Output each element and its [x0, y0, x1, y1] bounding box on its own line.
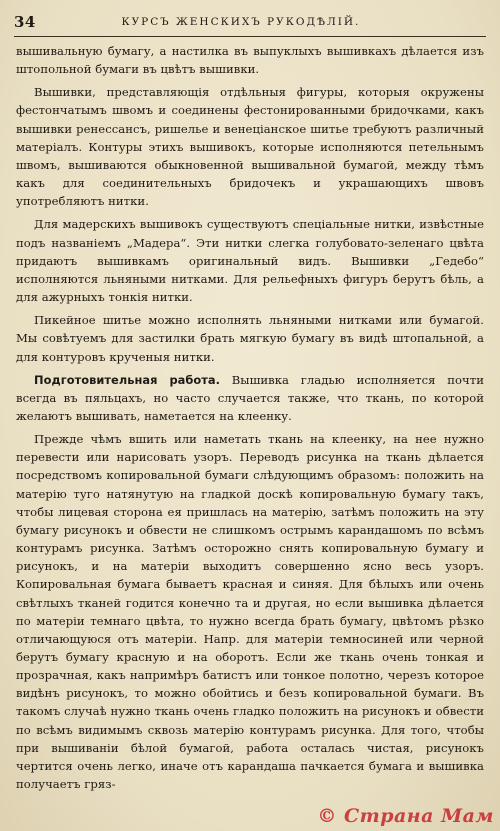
paragraph: Вышивки, представляющія отдѣльныя фигуры, которыя окружены фестончатымъ швомъ и соединены фестонированными бридочками, какъ вышивки ренессансъ, ришелье и венеціанское шитье требуютъ различный матеріалъ. Контуры этихъ вышивокъ, которые исполняются петельнымъ швомъ, вышиваются обыкновенной вышивальной бумагой, между тѣмъ какъ для соединительныхъ бридочекъ и украшающихъ швовъ употребляютъ нитки.	[16, 85, 484, 209]
paragraph: вышивальную бумагу, а настилка въ выпуклыхъ вышивкахъ дѣлается изъ штопольной бумаги въ цвѣтъ вышивки.	[16, 44, 484, 77]
paragraph: Прежде чѣмъ вшить или наметать ткань на клеенку, на нее нужно перевести или нарисовать узоръ. Переводъ рисунка на ткань дѣлается посредствомъ копировальной бумаги слѣдующимъ образомъ: положить на матерію туго натянутую на гладкой доскѣ копировальную бумагу такъ, чтобы лицевая сторона ея пришлась на матерію, затѣмъ положить на эту бумагу рисунокъ и обвести не слишкомъ острымъ карандашомъ по всѣмъ контурамъ рисунка. Затѣмъ осторожно снять копировальную бумагу и рисунокъ, и на матеріи выходитъ совершенно ясно весь узоръ. Копировальная бумага бываетъ красная и синяя. Для бѣлыхъ или очень свѣтлыхъ тканей годится конечно та и другая, но если вышивка дѣлается по матеріи темнаго цвѣта, то нужно всегда брать бумагу, цвѣтомъ рѣзко отличающуюся отъ матеріи. Напр. для матеріи темносиней или черной берутъ бумагу красную и на оборотъ. Если же ткань очень тонкая и прозрачная, какъ напримѣръ батистъ или тонкое полотно, черезъ которое видѣнъ рисунокъ, то можно обойтись и безъ копировальной бумаги. Въ такомъ случаѣ нужно ткань очень гладко положить на рисунокъ и обвести по всѣмъ видимымъ сквозь матерію контурамъ рисунка. Для того, чтобы при вышиваніи бѣлой бумагой, работа осталась чистая, рисунокъ чертится очень легко, иначе отъ карандаша пачкается бумага и вышивка получаетъ гряз-	[16, 432, 484, 792]
page-number: 34	[14, 13, 36, 31]
running-head: КУРСЪ ЖЕНСКИХЪ РУКОДѢЛІЙ.	[121, 16, 361, 28]
header-rule	[14, 36, 486, 37]
paragraph: Пикейное шитье можно исполнять льняными нитками или бумагой. Мы совѣтуемъ для застилки брать мягкую бумагу въ видѣ штопальной, а для контуровъ крученыя нитки.	[16, 313, 484, 364]
section-lead: Подготовительная работа.	[34, 372, 221, 387]
site-watermark: © Страна Мам	[317, 805, 494, 827]
page-header	[14, 12, 486, 32]
paragraph: Для мадерскихъ вышивокъ существуютъ спеціальные нитки, извѣстные подъ названіемъ „Мадера“. Эти нитки слегка голубовато-зеленаго цвѣта придаютъ вышивкамъ оригинальный видъ. Вышивки „Гедебо“ исполняются льняными нитками. Для рельефныхъ фигуръ берутъ бѣль, а для ажурныхъ тонкія нитки.	[16, 217, 484, 305]
body-text	[16, 42, 484, 798]
paragraph-text: Вышивка гладью исполняется почти всегда въ пяльцахъ, но часто случается также, что ткань, по которой желаютъ вышивать, наметается на клеенку.	[16, 372, 484, 423]
paragraph	[16, 371, 484, 425]
